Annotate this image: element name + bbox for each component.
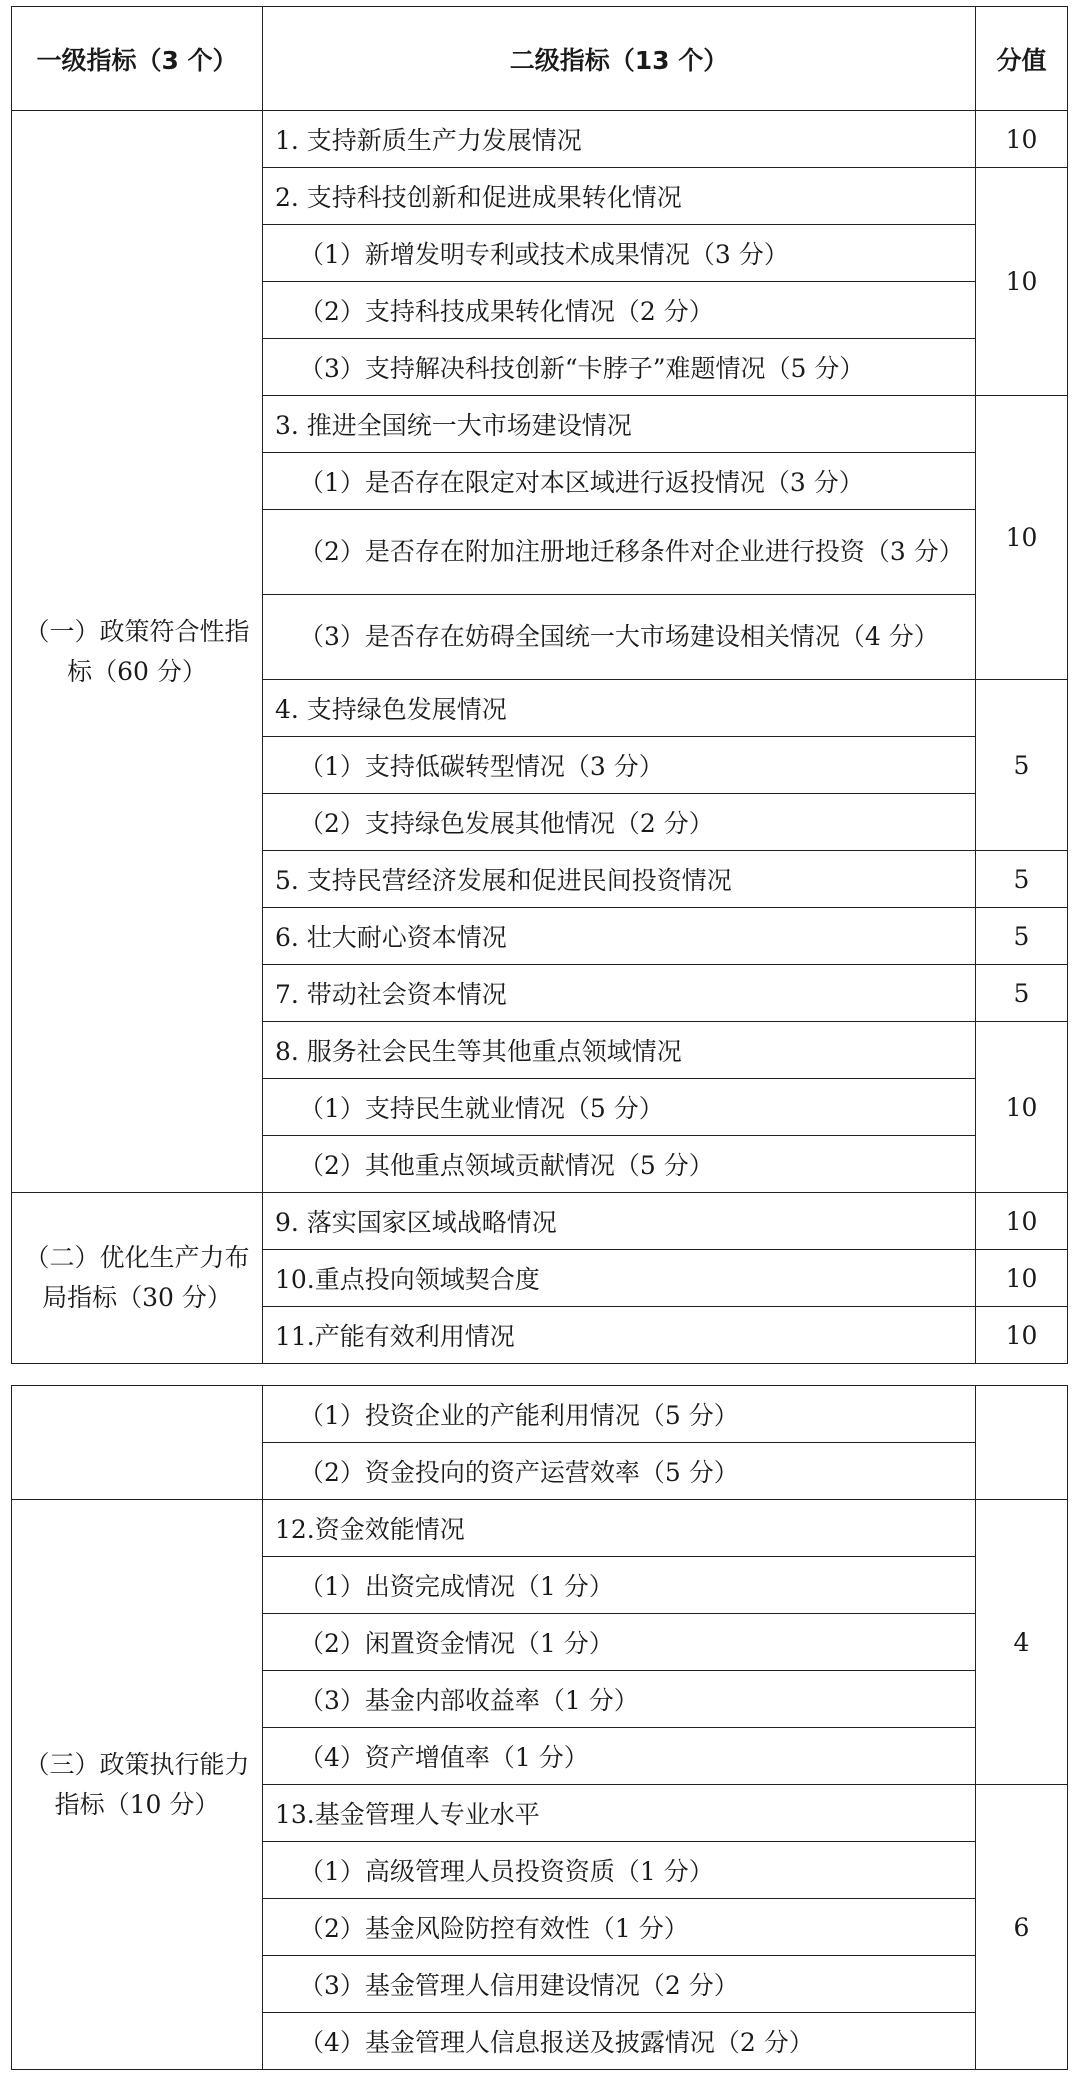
indicator-3: 3. 推进全国统一大市场建设情况 xyxy=(263,396,976,453)
indicator-12: 12.资金效能情况 xyxy=(263,1500,976,1557)
indicator-3-2 xyxy=(263,510,976,595)
indicator-3-2-text: （2）是否存在附加注册地迁移条件对企业进行投资（3 分） xyxy=(299,537,964,566)
indicator-4-2: （2）支持绿色发展其他情况（2 分） xyxy=(263,794,976,851)
indicator-13-2: （2）基金风险防控有效性（1 分） xyxy=(263,1899,976,1956)
indicator-12-3: （3）基金内部收益率（1 分） xyxy=(263,1671,976,1728)
indicator-table-part-1 xyxy=(11,6,1068,1364)
table-row xyxy=(12,111,1068,168)
score-11: 10 xyxy=(976,1307,1068,1364)
indicator-11: 11.产能有效利用情况 xyxy=(263,1307,976,1364)
indicator-7: 7. 带动社会资本情况 xyxy=(263,965,976,1022)
indicator-9: 9. 落实国家区域战略情况 xyxy=(263,1193,976,1250)
score-13: 6 xyxy=(976,1785,1068,2070)
score-8: 10 xyxy=(976,1022,1068,1193)
indicator-4: 4. 支持绿色发展情况 xyxy=(263,680,976,737)
score-7: 5 xyxy=(976,965,1068,1022)
indicator-11-1: （1）投资企业的产能利用情况（5 分） xyxy=(263,1386,976,1443)
indicator-8: 8. 服务社会民生等其他重点领域情况 xyxy=(263,1022,976,1079)
score-11-continued xyxy=(976,1386,1068,1500)
indicator-3-3-text: （3）是否存在妨碍全国统一大市场建设相关情况（4 分） xyxy=(299,622,939,651)
indicator-4-1: （1）支持低碳转型情况（3 分） xyxy=(263,737,976,794)
score-10: 10 xyxy=(976,1250,1068,1307)
indicator-12-2: （2）闲置资金情况（1 分） xyxy=(263,1614,976,1671)
score-5: 5 xyxy=(976,851,1068,908)
indicator-2-1: （1）新增发明专利或技术成果情况（3 分） xyxy=(263,225,976,282)
level1-policy-execution: （三）政策执行能力指标（10 分） xyxy=(12,1500,263,2070)
indicator-13-1: （1）高级管理人员投资资质（1 分） xyxy=(263,1842,976,1899)
indicator-2: 2. 支持科技创新和促进成果转化情况 xyxy=(263,168,976,225)
table-header-row xyxy=(12,7,1068,111)
indicator-11-2: （2）资金投向的资产运营效率（5 分） xyxy=(263,1443,976,1500)
table-row xyxy=(12,1500,1068,1557)
table-row xyxy=(12,1193,1068,1250)
indicator-3-3 xyxy=(263,595,976,680)
indicator-13: 13.基金管理人专业水平 xyxy=(263,1785,976,1842)
indicator-13-4: （4）基金管理人信息报送及披露情况（2 分） xyxy=(263,2013,976,2070)
indicator-2-2: （2）支持科技成果转化情况（2 分） xyxy=(263,282,976,339)
level1-continued-empty xyxy=(12,1386,263,1500)
table-row xyxy=(12,1386,1068,1443)
indicator-6: 6. 壮大耐心资本情况 xyxy=(263,908,976,965)
indicator-3-1: （1）是否存在限定对本区域进行返投情况（3 分） xyxy=(263,453,976,510)
level1-policy-compliance: （一）政策符合性指标（60 分） xyxy=(12,111,263,1193)
indicator-8-2: （2）其他重点领域贡献情况（5 分） xyxy=(263,1136,976,1193)
indicator-5: 5. 支持民营经济发展和促进民间投资情况 xyxy=(263,851,976,908)
score-12: 4 xyxy=(976,1500,1068,1785)
score-3: 10 xyxy=(976,396,1068,680)
indicator-8-1: （1）支持民生就业情况（5 分） xyxy=(263,1079,976,1136)
score-4: 5 xyxy=(976,680,1068,851)
indicator-2-3: （3）支持解决科技创新“卡脖子”难题情况（5 分） xyxy=(263,339,976,396)
header-level2: 二级指标（13 个） xyxy=(263,7,976,111)
score-1: 10 xyxy=(976,111,1068,168)
header-level1: 一级指标（3 个） xyxy=(12,7,263,111)
header-score: 分值 xyxy=(976,7,1068,111)
indicator-10: 10.重点投向领域契合度 xyxy=(263,1250,976,1307)
indicator-13-3: （3）基金管理人信用建设情况（2 分） xyxy=(263,1956,976,2013)
score-9: 10 xyxy=(976,1193,1068,1250)
indicator-12-4: （4）资产增值率（1 分） xyxy=(263,1728,976,1785)
indicator-1: 1. 支持新质生产力发展情况 xyxy=(263,111,976,168)
indicator-table-part-2 xyxy=(11,1385,1068,2070)
score-6: 5 xyxy=(976,908,1068,965)
level1-productivity-layout: （二）优化生产力布局指标（30 分） xyxy=(12,1193,263,1364)
indicator-12-1: （1）出资完成情况（1 分） xyxy=(263,1557,976,1614)
score-2: 10 xyxy=(976,168,1068,396)
